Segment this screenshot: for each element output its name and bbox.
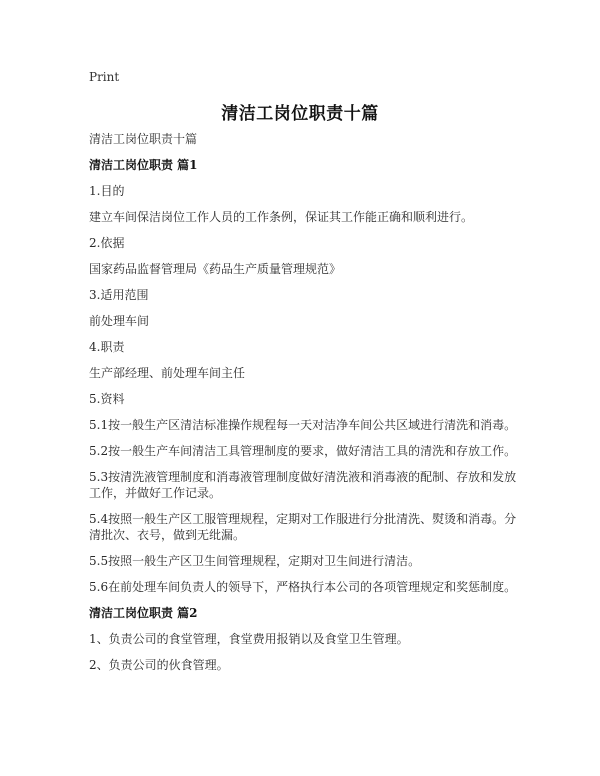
paragraph: 5.6在前处理车间负责人的领导下，严格执行本公司的各项管理规定和奖惩制度。 bbox=[89, 580, 517, 594]
paragraph: 2、负责公司的伙食管理。 bbox=[89, 658, 229, 672]
paragraph: 生产部经理、前处理车间主任 bbox=[89, 366, 246, 380]
document-title: 清洁工岗位职责十篇 bbox=[221, 104, 379, 124]
paragraph: 5.5按照一般生产区卫生间管理规程，定期对卫生间进行清洁。 bbox=[89, 554, 421, 568]
document-body bbox=[89, 131, 519, 683]
paragraph: 4.职责 bbox=[89, 340, 125, 354]
section-heading-1: 清洁工岗位职责 篇1 bbox=[89, 158, 198, 172]
paragraph: 1、负责公司的食堂管理，食堂费用报销以及食堂卫生管理。 bbox=[89, 632, 409, 646]
paragraph: 1.目的 bbox=[89, 184, 125, 198]
subtitle: 清洁工岗位职责十篇 bbox=[89, 132, 198, 146]
paragraph: 3.适用范围 bbox=[89, 288, 149, 302]
paragraph: 5.2按一般生产车间清洁工具管理制度的要求，做好清洁工具的清洗和存放工作。 bbox=[89, 444, 517, 458]
paragraph: 5.3按清洗液管理制度和消毒液管理制度做好清洗液和消毒液的配制、存放和发放工作，并做好工作记录。 bbox=[89, 470, 517, 500]
paragraph: 5.1按一般生产区清洁标准操作规程每一天对洁净车间公共区域进行清洗和消毒。 bbox=[89, 418, 517, 432]
paragraph: 2.依据 bbox=[89, 236, 125, 250]
paragraph: 国家药品监督管理局《药品生产质量管理规范》 bbox=[89, 262, 342, 276]
paragraph: 前处理车间 bbox=[89, 314, 150, 328]
print-label: Print bbox=[89, 70, 120, 84]
paragraph: 5.资料 bbox=[89, 392, 125, 406]
section-heading-2: 清洁工岗位职责 篇2 bbox=[89, 606, 198, 620]
paragraph: 建立车间保洁岗位工作人员的工作条例，保证其工作能正确和顺利进行。 bbox=[89, 210, 474, 224]
paragraph: 5.4按照一般生产区工服管理规程，定期对工作服进行分批清洗、熨烫和消毒。分清批次、衣号，做到无纰漏。 bbox=[89, 512, 517, 542]
